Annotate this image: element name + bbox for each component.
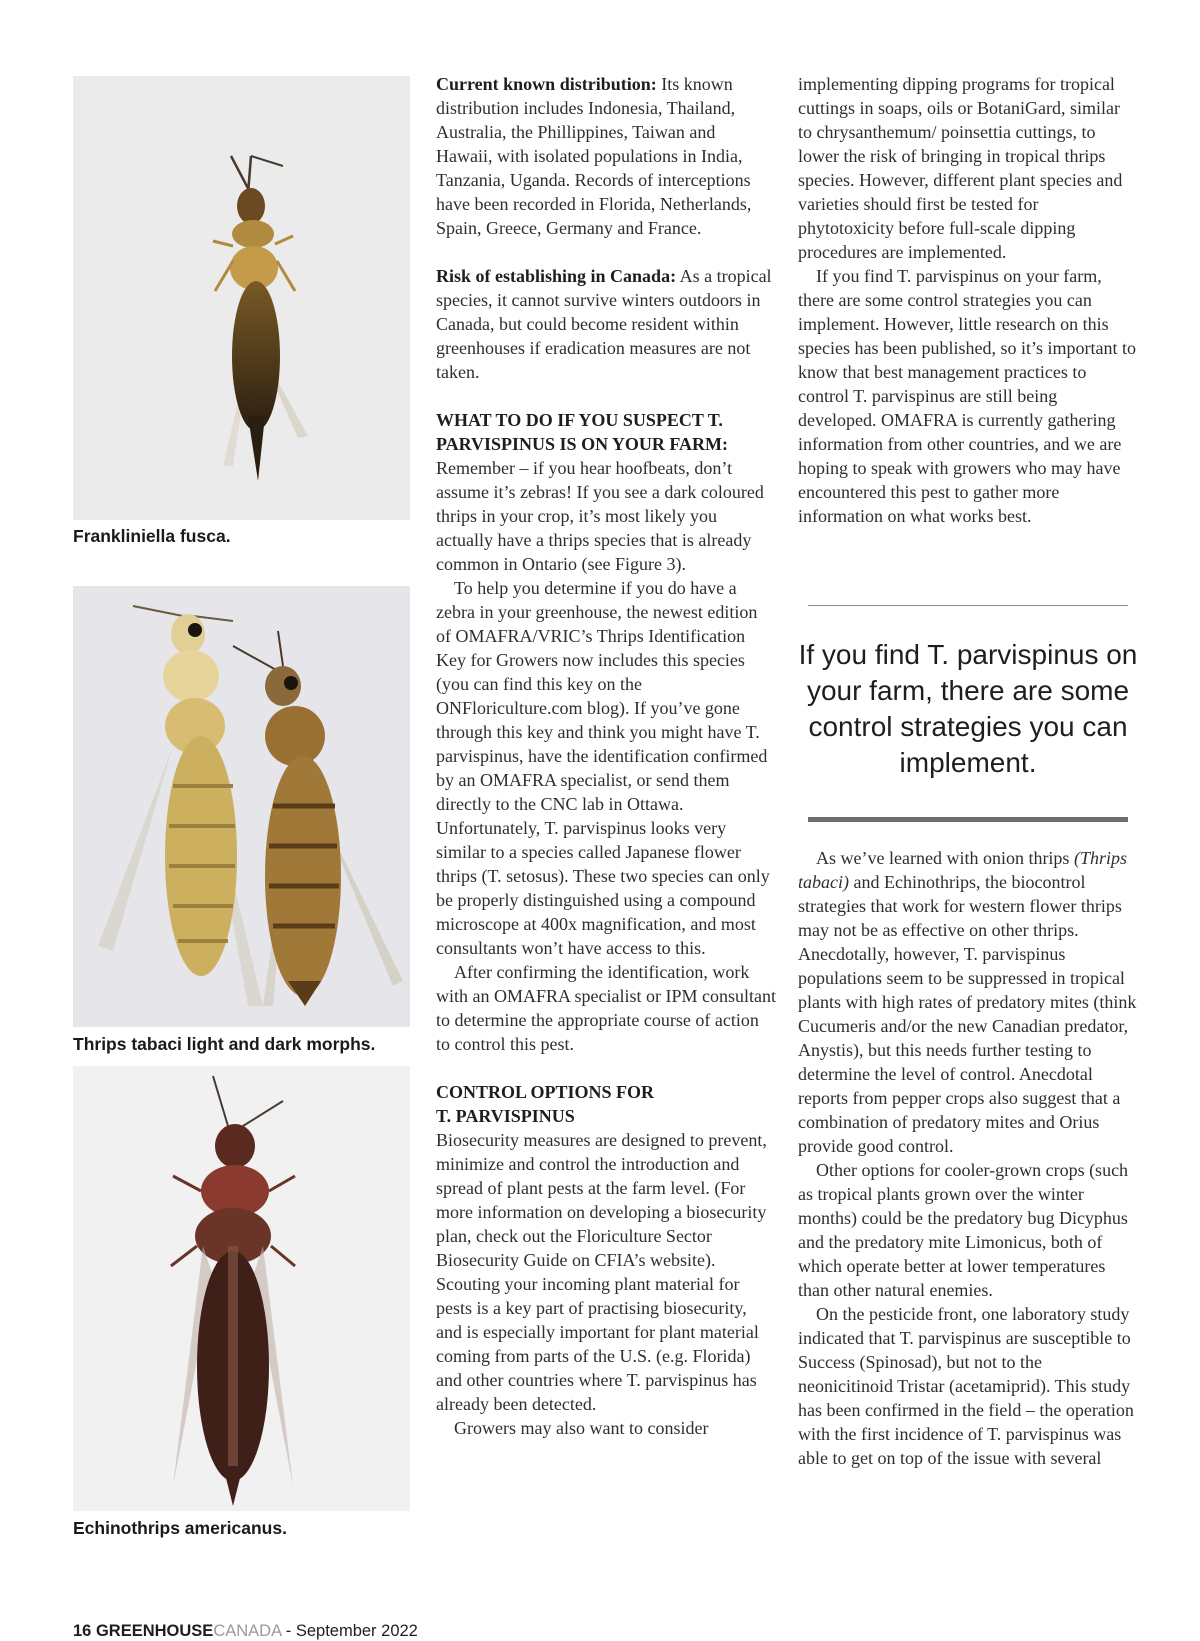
column3-paragraph-2: If you find T. parvispinus on your farm, there are some control strategies you can implement. However, little research on this species has been published, so it’s important to know that best management practices to control T. parvispinus are still being developed. OMAFRA is currently gathering information from other countries, and we are hoping to speak with growers who may have encountered this pest to gather more information on what works best. bbox=[798, 266, 1136, 526]
article-column-3-bottom bbox=[798, 846, 1138, 1470]
distribution-heading: Current known distribution: bbox=[436, 74, 657, 94]
risk-text: As a tropical species, it cannot survive winters outdoors in Canada, but could become resident within greenhouses if eradication measures are not taken. bbox=[436, 266, 772, 382]
magazine-brand-suffix: CANADA bbox=[213, 1622, 282, 1640]
thrips-illustration bbox=[73, 1066, 410, 1511]
caption-fig3: Echinothrips americanus. bbox=[73, 1518, 287, 1538]
column3-paragraph-4: Other options for cooler-grown crops (such as tropical plants grown over the winter months) could be the predatory bug Dicyphus and the predatory mite Limonicus, both of which operate better at lower temperatures than other natural enemies. bbox=[798, 1160, 1129, 1300]
photo-thrips-tabaci bbox=[73, 586, 410, 1027]
column3-paragraph-1: implementing dipping programs for tropical cuttings in soaps, oils or BotaniGard, similar to chrysanthemum/ poinsettia cuttings, to lower the risk of bringing in tropical thrips species. However, different plant species and varieties should first be tested for phytotoxicity before full-scale dipping procedures are implemented. bbox=[798, 74, 1123, 262]
thrips-illustration bbox=[73, 586, 410, 1027]
column3-paragraph-5: On the pesticide front, one laboratory study indicated that T. parvispinus are susceptible to Success (Spinosad), but not to the neonicitinoid Tristar (acetamiprid). This study has been confirmed in the field – the operation with the first incidence of T. parvispinus was able to get on top of the issue with several bbox=[798, 1304, 1134, 1468]
distribution-text: Its known distribution includes Indonesia, Thailand, Australia, the Phillippines, Taiwan and Hawaii, with isolated populations in India, Tanzania, Uganda. Records of interceptions have been recorded in Florida, Netherlands, Spain, Greece, Germany and France. bbox=[436, 74, 752, 238]
caption-fig2: Thrips tabaci light and dark morphs. bbox=[73, 1034, 376, 1054]
distribution-paragraph bbox=[436, 72, 776, 240]
pull-quote: If you find T. parvispinus on your farm, there are some control strategies you can implement. bbox=[798, 639, 1138, 778]
page-footer bbox=[73, 1622, 418, 1641]
control-paragraph-2: Growers may also want to consider bbox=[454, 1418, 709, 1438]
suspect-paragraph-1: Remember – if you hear hoofbeats, don’t assume it’s zebras! If you see a dark coloured thrips in your crop, it’s most likely you actually have a thrips species that is already common in Ontario (see Figure 3). bbox=[436, 458, 764, 574]
risk-paragraph bbox=[436, 264, 776, 384]
suspect-paragraph-2: To help you determine if you do have a zebra in your greenhouse, the newest edition of OMAFRA/VRIC’s Thrips Identification Key for Growers now includes this species (you can find this key on the ONFloriculture.com blog). If you’ve gone through this key and think you might have T. parvispinus, have the identification confirmed by an OMAFRA specialist, or send them directly to the CNC lab in Ottawa. Unfortunately, T. parvispinus looks very similar to a species called Japanese flower thrips (T. setosus). These two species can only be properly distinguished using a compound microscope at 400x magnification, and most consultants won’t have access to this. bbox=[436, 578, 770, 958]
suspect-paragraph-3: After confirming the identification, work with an OMAFRA specialist or IPM consultant to determine the appropriate course of action to control this pest. bbox=[436, 962, 776, 1054]
photo-frankliniella-fusca bbox=[73, 76, 410, 520]
column3-paragraph-3: As we’ve learned with onion thrips (Thrips tabaci) and Echinothrips, the biocontrol strategies that work for western flower thrips may not be as effective on other thrips. Anecdotally, however, T. parvispinus populations seem to be suppressed in tropical plants with high rates of predatory mites (think Cucumeris and/or the new Canadian predator, Anystis), but this needs further testing to determine the level of control. Anecdotal reports from pepper crops also suggest that a combination of predatory mites and Orius provide good control. bbox=[798, 848, 1137, 1156]
pull-quote-bottom-rule bbox=[808, 817, 1128, 822]
page-number: 16 bbox=[73, 1622, 92, 1640]
magazine-brand: GREENHOUSE bbox=[95, 1622, 214, 1640]
article-column-3-top bbox=[798, 72, 1138, 528]
thrips-illustration bbox=[73, 76, 410, 520]
article-column-2 bbox=[436, 72, 776, 1440]
risk-heading: Risk of establishing in Canada: bbox=[436, 266, 677, 286]
pull-quote-top-rule bbox=[808, 605, 1128, 606]
suspect-heading: WHAT TO DO IF YOU SUSPECT T. PARVISPINUS IS ON YOUR FARM: bbox=[436, 410, 729, 454]
control-heading: CONTROL OPTIONS FOR T. PARVISPINUS bbox=[436, 1082, 655, 1126]
photo-echinothrips-americanus bbox=[73, 1066, 410, 1511]
caption-fig1: Frankliniella fusca. bbox=[73, 526, 231, 546]
control-paragraph-1: Biosecurity measures are designed to prevent, minimize and control the introduction and spread of plant pests at the farm level. (For more information on developing a biosecurity plan, check out the Floriculture Sector Biosecurity Guide on CFIA’s website). Scouting your incoming plant material for pests is a key part of practising biosecurity, and is especially important for plant material coming from parts of the U.S. (e.g. Florida) and other countries where T. parvispinus has already been detected. bbox=[436, 1130, 767, 1414]
issue-date: - September 2022 bbox=[285, 1622, 418, 1640]
